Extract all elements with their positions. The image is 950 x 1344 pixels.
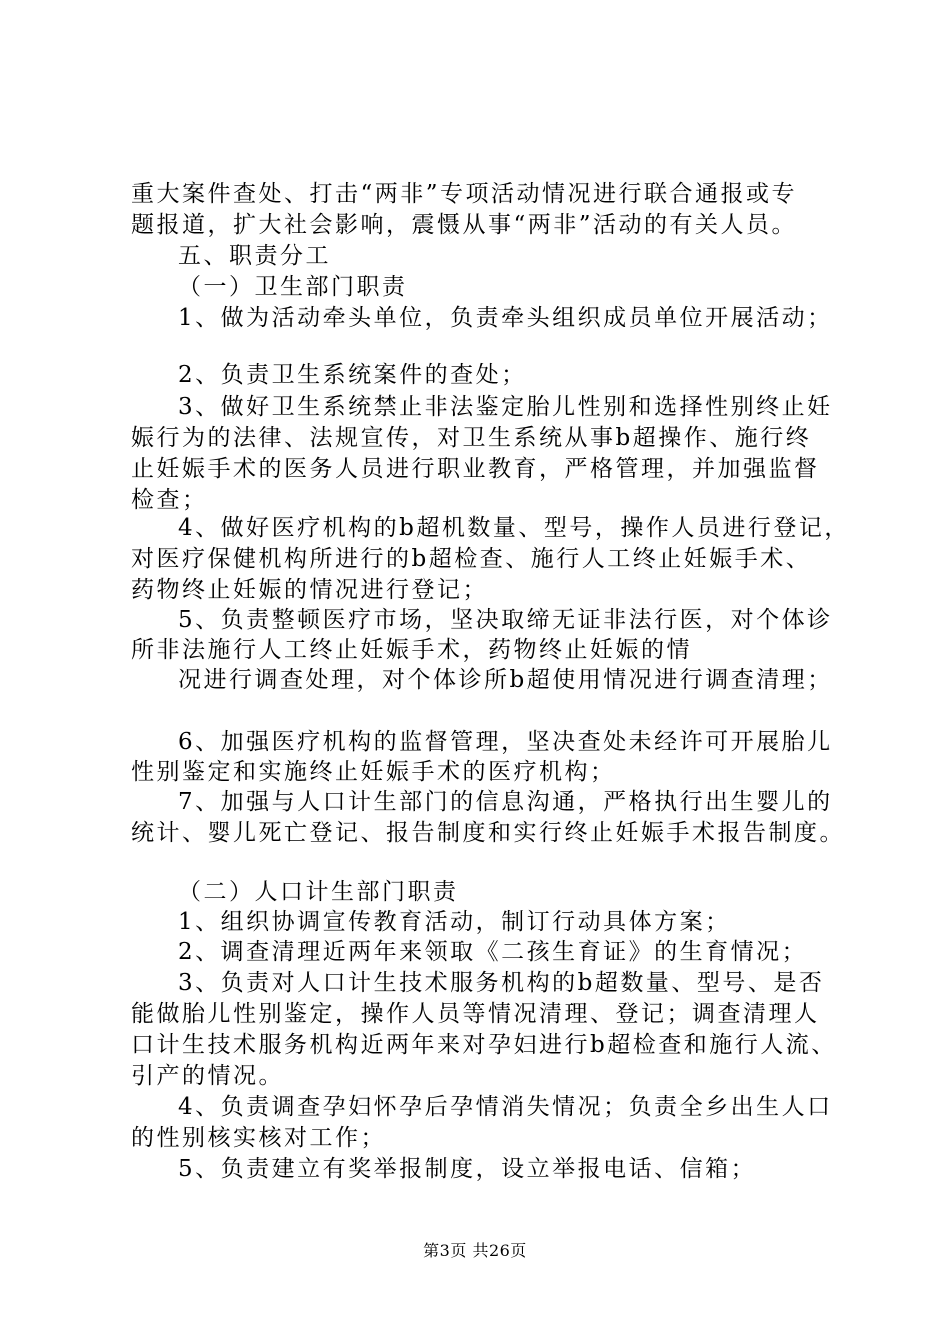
body-text-line: 检查； — [131, 487, 208, 513]
body-text-line: 3、负责对人口计生技术服务机构的b超数量、型号、是否 — [178, 970, 825, 996]
body-text-line: 的性别核实核对工作； — [131, 1125, 386, 1151]
body-text-line: 药物终止妊娠的情况进行登记； — [131, 577, 488, 603]
body-text-line: 引产的情况。 — [131, 1063, 284, 1089]
body-text-line: 统计、婴儿死亡登记、报告制度和实行终止妊娠手术报告制度。 — [131, 820, 845, 846]
body-text-line: 娠行为的法律、法规宣传，对卫生系统从事b超操作、施行终 — [131, 425, 812, 451]
body-text-line: 4、负责调查孕妇怀孕后孕情消失情况；负责全乡出生人口 — [178, 1094, 833, 1120]
body-text-line: 能做胎儿性别鉴定，操作人员等情况清理、登记；调查清理人 — [131, 1001, 820, 1027]
body-text-line: 6、加强医疗机构的监督管理，坚决查处未经许可开展胎儿 — [178, 729, 833, 755]
body-text-line: 重大案件查处、打击“两非”专项活动情况进行联合通报或专 — [131, 181, 798, 207]
body-text-line: 5、负责整顿医疗市场，坚决取缔无证非法行医，对个体诊 — [178, 607, 833, 633]
body-text-line: 对医疗保健机构所进行的b超检查、施行人工终止妊娠手术、 — [131, 546, 812, 572]
body-text-line: 1、做为活动牵头单位，负责牵头组织成员单位开展活动； — [178, 305, 833, 331]
page-number-footer: 第3页 共26页 — [423, 1241, 527, 1260]
body-text-line: 况进行调查处理，对个体诊所b超使用情况进行调查清理； — [178, 667, 833, 693]
body-text-line: 性别鉴定和实施终止妊娠手术的医疗机构； — [131, 759, 616, 785]
body-text-line: 2、调查清理近两年来领取《二孩生育证》的生育情况； — [178, 939, 808, 965]
subsection-heading: （二）人口计生部门职责 — [178, 879, 459, 905]
subsection-heading: （一）卫生部门职责 — [178, 274, 408, 300]
section-heading: 五、职责分工 — [178, 243, 331, 269]
body-text-line: 1、组织协调宣传教育活动，制订行动具体方案； — [178, 909, 731, 935]
body-text-line: 4、做好医疗机构的b超机数量、型号，操作人员进行登记， — [178, 515, 850, 541]
body-text-line: 所非法施行人工终止妊娠手术，药物终止妊娠的情 — [131, 637, 692, 663]
body-text-line: 3、做好卫生系统禁止非法鉴定胎儿性别和选择性别终止妊 — [178, 394, 833, 420]
body-text-line: 止妊娠手术的医务人员进行职业教育，严格管理，并加强监督 — [131, 456, 820, 482]
body-text-line: 2、负责卫生系统案件的查处； — [178, 362, 527, 388]
body-text-line: 5、负责建立有奖举报制度，设立举报电话、信箱； — [178, 1156, 757, 1182]
body-text-line: 口计生技术服务机构近两年来对孕妇进行b超检查和施行人流、 — [131, 1032, 837, 1058]
body-text-line: 7、加强与人口计生部门的信息沟通，严格执行出生婴儿的 — [178, 789, 833, 815]
body-text-line: 题报道，扩大社会影响，震慑从事“两非”活动的有关人员。 — [131, 212, 798, 238]
